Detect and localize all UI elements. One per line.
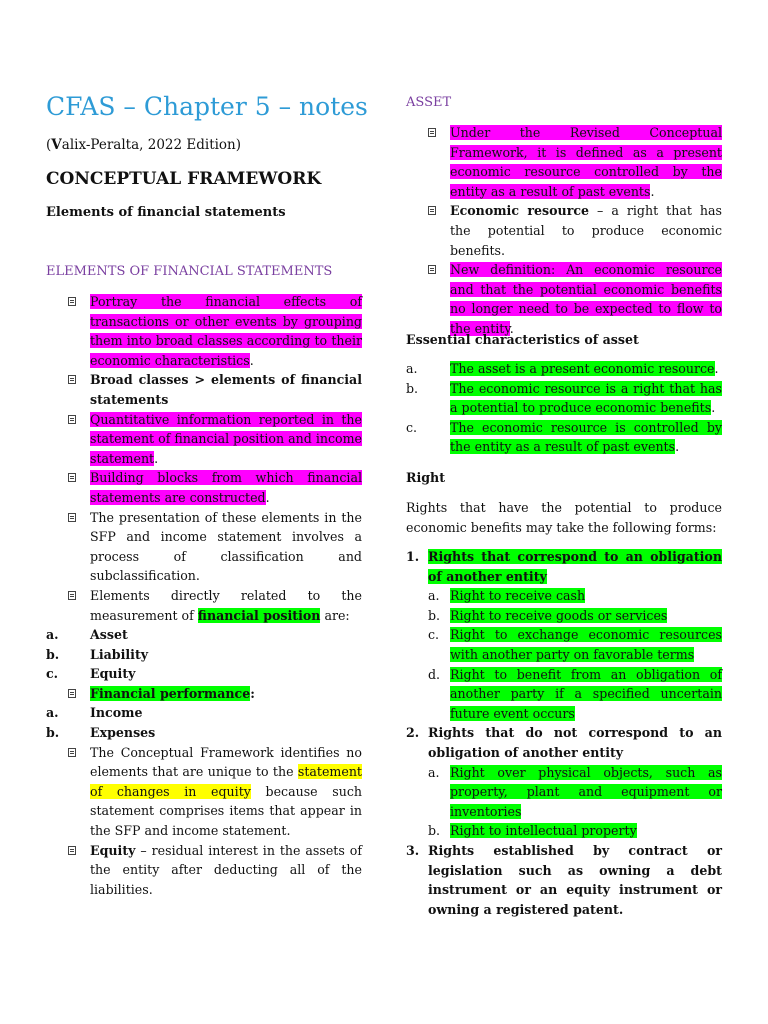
asset-section-title: ASSET <box>406 95 452 110</box>
list-item: a. Right over physical objects, such as property, plant and equipment or inventories <box>428 764 722 819</box>
list-item: Financial performance: <box>46 684 362 704</box>
right-paragraph: Rights that have the potential to produce economic benefits may take the following forms: <box>406 500 722 535</box>
elements-section-title: ELEMENTS OF FINANCIAL STATEMENTS <box>46 264 333 279</box>
bullet-icon <box>68 415 76 424</box>
list-item: d. Right to benefit from an obligation of another party if a specified uncertain future event occurs <box>428 666 722 721</box>
list-item: a. The asset is a present economic resource. <box>406 361 719 376</box>
list-item: The Conceptual Framework identifies no elements that are unique to the statement of changes in equity because such statement comprises items that appear in the SFP and income statement. <box>46 743 362 841</box>
list-item: Under the Revised Conceptual Framework, it is defined as a present economic resource controlled by the entity as a result of past events. <box>406 123 722 201</box>
bullet-icon <box>68 846 76 855</box>
bullet-icon <box>68 513 76 522</box>
list-item: b. The economic resource is a right that has a potential to produce economic benefits. <box>406 380 722 416</box>
bullet-icon <box>68 375 76 384</box>
elements-list <box>46 292 362 899</box>
edition-note: (Valix-Peralta, 2022 Edition) <box>46 137 242 153</box>
bullet-icon <box>68 748 76 757</box>
list-item: b. Right to receive goods or services <box>428 607 668 623</box>
list-item: Building blocks from which financial statements are constructed. <box>46 468 362 507</box>
essential-characteristics-title: Essential characteristics of asset <box>406 332 639 347</box>
list-item: Elements directly related to the measurement of financial position are: <box>46 586 362 625</box>
list-item: Portray the financial effects of transactions or other events by grouping them into broad classes according to their economic characteristics. <box>46 292 362 370</box>
bullet-icon <box>68 297 76 306</box>
bullet-icon <box>428 206 436 215</box>
list-item: c. Right to exchange economic resources with another party on favorable terms <box>428 627 722 662</box>
list-item: a. Income <box>46 705 143 721</box>
essential-list <box>406 359 722 457</box>
list-item: Broad classes > elements of financial statements <box>46 370 362 409</box>
list-item: New definition: An economic resource and that the potential economic benefits no longer need to be expected to flow to the entity. <box>406 260 722 338</box>
list-item: The presentation of these elements in the SFP and income statement involves a process of classification and subclassification. <box>46 508 362 586</box>
list-item: a. Right to receive cash <box>428 588 586 604</box>
list-item: 3. Rights established by contract or legislation such as owning a debt instrument or an equity instrument or owning a registered patent. <box>406 842 722 917</box>
bullet-icon <box>428 128 436 137</box>
bullet-icon <box>68 473 76 482</box>
list-item: Economic resource – a right that has the potential to produce economic benefits. <box>406 201 722 260</box>
page-title: CFAS – Chapter 5 – notes <box>46 92 368 121</box>
list-item: 2. Rights that do not correspond to an obligation of another entity <box>406 725 722 760</box>
list-item: Equity – residual interest in the assets of the entity after deducting all of the liabilities. <box>46 841 362 900</box>
bullet-icon <box>68 689 76 698</box>
conceptual-framework-heading: CONCEPTUAL FRAMEWORK <box>46 169 322 189</box>
asset-list <box>406 123 722 339</box>
list-item: 1. Rights that correspond to an obligation of another entity <box>406 549 722 584</box>
right-title: Right <box>406 470 446 485</box>
list-item: b. Right to intellectual property <box>428 823 637 839</box>
list-item: a. Asset <box>46 627 128 643</box>
bullet-icon <box>428 265 436 274</box>
rights-list <box>406 547 722 919</box>
bullet-icon <box>68 591 76 600</box>
elements-subheading: Elements of financial statements <box>46 205 286 220</box>
list-item: b. Expenses <box>46 725 156 741</box>
list-item: b. Liability <box>46 646 149 662</box>
list-item: c. Equity <box>46 666 136 682</box>
list-item: Quantitative information reported in the statement of financial position and income statement. <box>46 410 362 469</box>
list-item: c. The economic resource is controlled by the entity as a result of past events. <box>406 419 722 455</box>
